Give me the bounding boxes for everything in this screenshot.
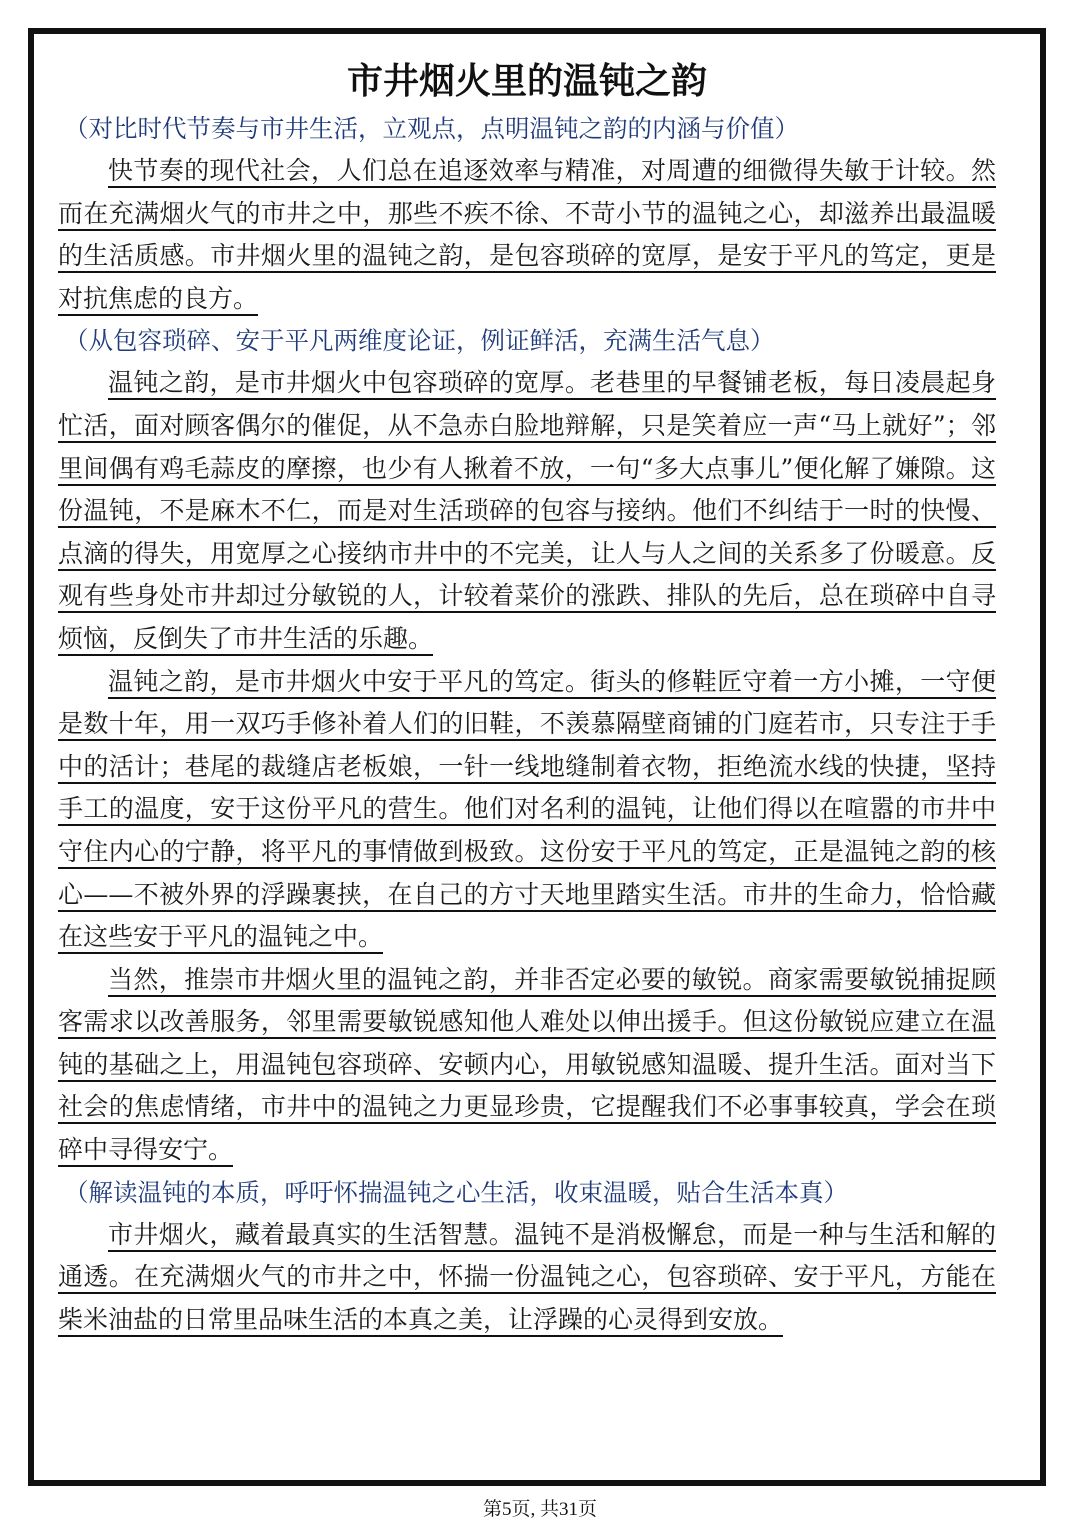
document-title: 市井烟火里的温钝之韵	[346, 61, 707, 102]
page-number: 第5页, 共31页	[482, 1499, 597, 1520]
paragraph-text: 温钝之韵，是市井烟火中包容琐碎的宽厚。老巷里的早餐铺老板，每日凌晨起身忙活，面对顾客偶尔的催促，从不急赤白脸地辩解，只是笑着应一声“马上就好”；邻里间偶有鸡毛蒜皮的摩擦，也少有人揪着不放，一句“多大点事儿”便化解了嫌隙。这份温钝，不是麻木不仁，而是对生活琐碎的包容与接纳。他们不纠结于一时的快慢、点滴的得失，用宽厚之心接纳市井中的不完美，让人与人之间的关系多了份暖意。反观有些身处市井却过分敏锐的人，计较着菜价的涨跌、排队的先后，总在琐碎中自寻烦恼，反倒失了市井生活的乐趣。	[58, 368, 996, 653]
annotation-note: （从包容琐碎、安于平凡两维度论证，例证鲜活，充满生活气息）	[64, 326, 775, 356]
annotation-note: （对比时代节奏与市井生活，立观点，点明温钝之韵的内涵与价值）	[64, 114, 799, 143]
body-paragraph	[58, 959, 996, 1172]
body-paragraph	[58, 150, 996, 320]
body-paragraph	[58, 362, 996, 660]
annotation-note: （解读温钝的本质，呼吁怀揣温钝之心生活，收束温暖，贴合生活本真）	[64, 1177, 848, 1207]
paragraph-text: 当然，推崇市井烟火里的温钝之韵，并非否定必要的敏锐。商家需要敏锐捕捉顾客需求以改善服务，邻里需要敏锐感知他人难处以伸出援手。但这份敏锐应建立在温钝的基础之上，用温钝包容琐碎、安顿内心，用敏锐感知温暖、提升生活。面对当下社会的焦虑情绪，市井中的温钝之力更显珍贵，它提醒我们不必事事较真，学会在琐碎中寻得安宁。	[58, 964, 996, 1165]
page-frame	[28, 28, 1046, 1486]
body-paragraph	[58, 661, 996, 959]
paragraph-text: 市井烟火，藏着最真实的生活智慧。温钝不是消极懈怠，而是一种与生活和解的通透。在充满烟火气的市井之中，怀揣一份温钝之心，包容琐碎、安于平凡，方能在柴米油盐的日常里品味生活的本真之美，让浮躁的心灵得到安放。	[58, 1219, 996, 1334]
paragraph-text: 温钝之韵，是市井烟火中安于平凡的笃定。街头的修鞋匠守着一方小摊，一守便是数十年，用一双巧手修补着人们的旧鞋，不羡慕隔壁商铺的门庭若市，只专注于手中的活计；巷尾的裁缝店老板娘，一针一线地缝制着衣物，拒绝流水线的快捷，坚持手工的温度，安于这份平凡的营生。他们对名利的温钝，让他们得以在喧嚣的市井中守住内心的宁静，将平凡的事情做到极致。这份安于平凡的笃定，正是温钝之韵的核心——不被外界的浮躁裹挟，在自己的方寸天地里踏实生活。市井的生命力，恰恰藏在这些安于平凡的温钝之中。	[58, 666, 996, 952]
paragraph-text: 快节奏的现代社会，人们总在追逐效率与精准，对周遭的细微得失敏于计较。然而在充满烟火气的市井之中，那些不疾不徐、不苛小节的温钝之心，却滋养出最温暖的生活质感。市井烟火里的温钝之韵，是包容琐碎的宽厚，是安于平凡的笃定，更是对抗焦虑的良方。	[58, 156, 996, 313]
body-paragraph	[58, 1214, 996, 1342]
